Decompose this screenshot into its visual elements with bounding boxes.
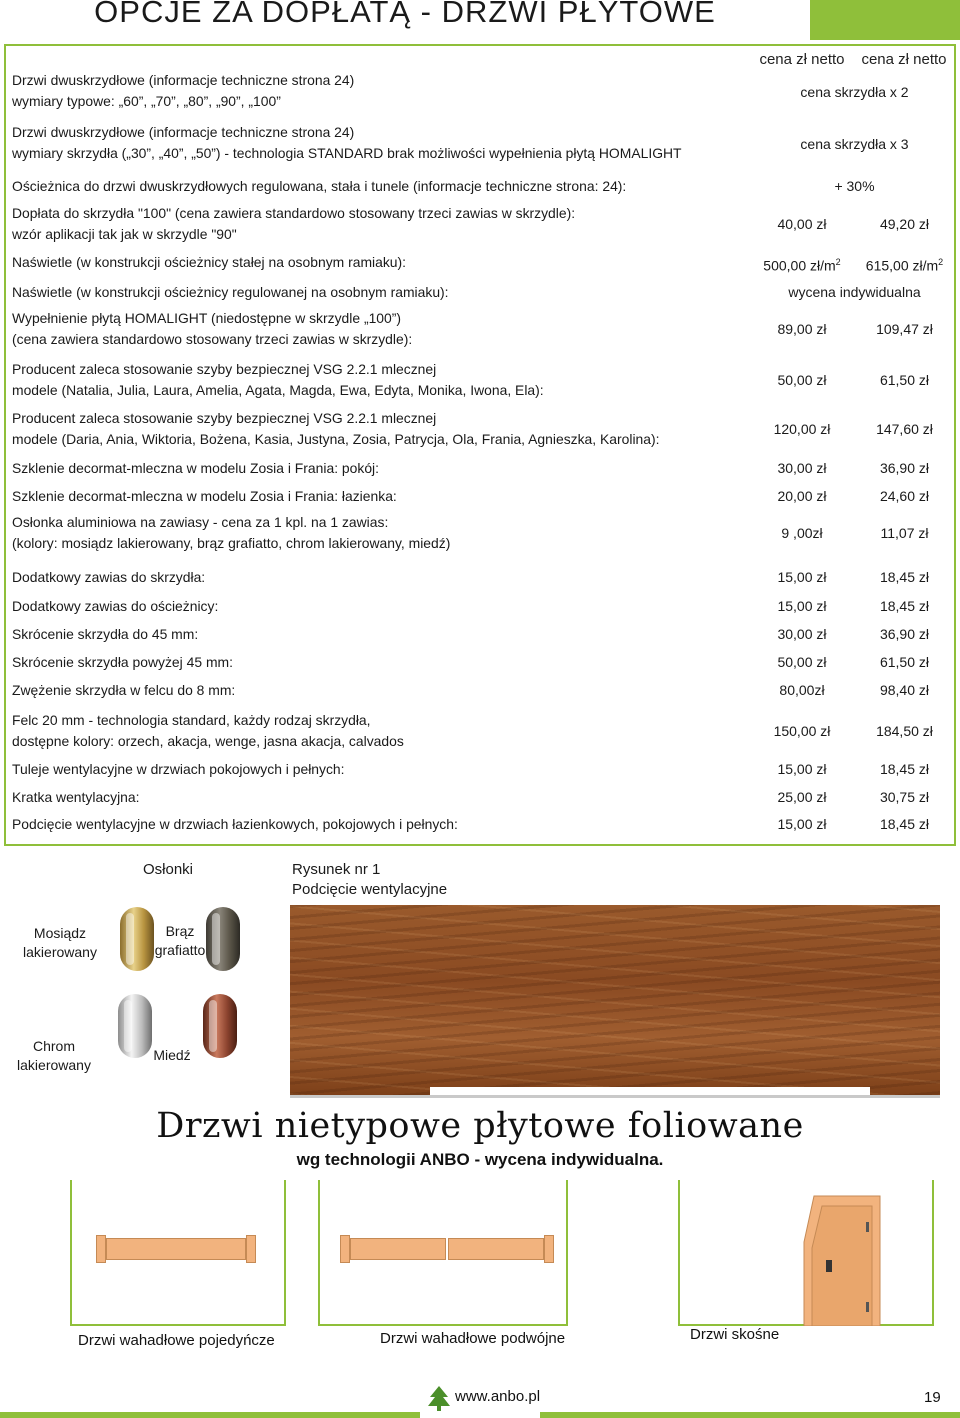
door-leaf [106,1238,246,1260]
bronze-cover-image [206,907,240,971]
price-row [12,486,954,508]
row-description-line: Felc 20 mm - technologia standard, każdy rodzaj skrzydła, [12,712,371,728]
row-description [12,122,752,164]
price-row [12,176,954,198]
row-description [12,70,752,112]
row-description [12,759,752,780]
row-price-gross: 18,45 zł [879,816,930,832]
row-price-merged: wycena indywidualna [788,284,921,300]
row-price-merged: cena skrzydła x 2 [800,84,909,100]
accent-bar [810,0,960,40]
price-row [12,308,954,352]
row-price-gross: 49,20 zł [879,216,930,232]
row-price-net: 50,00 zł [777,654,827,670]
price-row [12,680,954,702]
row-description-line: Naświetle (w konstrukcji ościeżnicy regulowanej na osobnym ramiaku): [12,284,449,300]
row-price-merged: cena skrzydła x 3 [800,136,909,152]
row-price-net: 20,00 zł [777,488,827,504]
price-row [12,512,954,556]
price-row [12,458,954,480]
row-price-merged: + 30% [834,178,875,194]
row-description-line: Producent zaleca stosowanie szyby bezpiecznej VSG 2.2.1 mlecznej [12,361,437,377]
row-price-net: 15,00 zł [777,761,827,777]
row-description [12,680,752,701]
row-price-net: 80,00zł [779,682,825,698]
row-description [12,408,752,450]
row-price-gross: 615,00 $zł/m^2$ [865,257,944,274]
row-description-line: Kratka wentylacyjna: [12,789,140,805]
cover-label-brass: Mosiądz lakierowany [23,925,97,960]
row-description-line: Tuleje wentylacyjne w drzwiach pokojowych i pełnych: [12,761,345,777]
row-description [12,624,752,645]
price-row [12,652,954,674]
undercut-gap [430,1087,870,1095]
row-price-net: 15,00 zł [777,816,827,832]
row-description [12,282,752,303]
row-description [12,567,752,588]
double-swing-door-label: Drzwi wahadłowe podwójne [380,1330,566,1347]
banner-title: Drzwi nietypowe płytowe foliowane [156,1106,804,1146]
row-description [12,787,752,808]
figure-label: Rysunek nr 1 Podcięcie wentylacyjne [292,861,448,898]
website-url: www.anbo.pl [455,1388,541,1405]
row-description [12,596,752,617]
row-price-net: 9 ,00zł [781,525,823,541]
price-row [12,624,954,646]
row-description-line: Skrócenie skrzydła do 45 mm: [12,626,199,642]
page-number: 19 [924,1389,941,1406]
row-description-line: dostępne kolory: orzech, akacja, wenge, jasna akacja, calvados [12,733,404,749]
row-description-line: (cena zawiera standardowo stosowany trzeci zawias w skrzydle): [12,331,413,347]
price-table [4,44,956,846]
row-description-line: wymiary typowe: „60”, „70”, „80”, „90”, „100” [12,93,281,109]
row-description-line: Dopłata do skrzydła "100" (cena zawiera standardowo stosowany trzeci zawias w skrzydle): [12,205,576,221]
row-description [12,710,752,752]
price-row [12,252,954,274]
row-description-line: Producent zaleca stosowanie szyby bezpiecznej VSG 2.2.1 mlecznej [12,410,437,426]
slanted-door-diagram [678,1180,934,1326]
column-header-net-price-1: cena zł netto [759,51,845,68]
row-description-line: Wypełnienie płytą HOMALIGHT (niedostępne w skrzydle „100”) [12,310,402,326]
row-description [12,359,752,401]
row-description [12,486,752,507]
row-description [12,458,752,479]
price-row [12,710,954,754]
door-leaf-right [448,1238,544,1260]
covers-title: Osłonki [143,861,194,878]
row-price-net: 30,00 zł [777,626,827,642]
single-swing-door-label: Drzwi wahadłowe pojedyńcze [78,1332,275,1349]
row-description-line: Ościeżnica do drzwi dwuskrzydłowych regulowana, stała i tunele (informacje techniczne strona: 24): [12,178,627,194]
price-row [12,359,954,403]
row-price-net: 150,00 zł [773,723,831,739]
row-price-net: 15,00 zł [777,598,827,614]
double-swing-door-diagram [318,1180,568,1326]
row-description-line: wzór aplikacji tak jak w skrzydle "90" [12,226,237,242]
price-row [12,567,954,589]
row-description [12,814,752,835]
column-header-net-price-2: cena zł netto [861,51,947,68]
ventilation-undercut-image [290,905,940,1095]
row-price-gross: 18,45 zł [879,761,930,777]
cover-label-bronze: Brąz grafiatto [154,923,206,958]
price-row [12,596,954,618]
row-price-gross: 36,90 zł [879,626,930,642]
row-price-gross: 109,47 zł [876,321,933,337]
price-row [12,282,954,304]
row-price-gross: 36,90 zł [879,460,930,476]
row-price-gross: 18,45 zł [879,569,930,585]
row-price-gross: 147,60 zł [876,421,933,437]
row-description-line: Dodatkowy zawias do ościeżnicy: [12,598,219,614]
price-row [12,814,954,836]
row-description [12,652,752,673]
row-price-gross: 11,07 zł [880,525,929,541]
row-description-line: wymiary skrzydła („30”, „40”, „50”) - technologia STANDARD brak możliwości wypełnienia płytą HOMALIGHT [12,145,682,161]
row-description-line: (kolory: mosiądz lakierowany, brąz grafiatto, chrom lakierowany, miedź) [12,535,451,551]
row-price-net: 30,00 zł [777,460,827,476]
row-description-line: Drzwi dwuskrzydłowe (informacje techniczne strona 24) [12,124,355,140]
banner-subtitle: wg technologii ANBO - wycena indywidualna. [296,1150,664,1169]
row-price-gross: 184,50 zł [876,723,933,739]
row-price-gross: 24,60 zł [879,488,930,504]
cover-label-copper: Miedź [153,1047,191,1063]
row-description-line: Szklenie decormat-mleczna w modelu Zosia i Frania: łazienka: [12,488,397,504]
row-price-net: 15,00 zł [777,569,827,585]
row-description [12,308,752,350]
row-description-line: Szklenie decormat-mleczna w modelu Zosia i Frania: pokój: [12,460,380,476]
row-description-line: Skrócenie skrzydła powyżej 45 mm: [12,654,233,670]
row-description-line: Podcięcie wentylacyjne w drzwiach łazienkowych, pokojowych i pełnych: [12,816,458,832]
row-price-gross: 18,45 zł [879,598,930,614]
price-row [12,122,954,168]
price-row [12,203,954,247]
row-price-gross: 30,75 zł [879,789,930,805]
row-description-line: Naświetle (w konstrukcji ościeżnicy stałej na osobnym ramiaku): [12,254,407,270]
row-description-line: Drzwi dwuskrzydłowe (informacje techniczne strona 24) [12,72,355,88]
row-description [12,203,752,245]
price-row [12,70,954,116]
copper-cover-image [203,994,237,1058]
door-leaf-left [350,1238,446,1260]
row-price-net: 25,00 zł [777,789,827,805]
row-description [12,252,752,273]
anbo-logo-icon [426,1385,452,1415]
row-description-line: Zwężenie skrzydła w felcu do 8 mm: [12,682,236,698]
row-price-gross: 61,50 zł [879,654,930,670]
row-price-net: 89,00 zł [777,321,827,337]
row-description [12,512,752,554]
price-row [12,759,954,781]
single-swing-door-diagram [70,1180,286,1326]
price-row [12,408,954,452]
row-price-net: 50,00 zł [777,372,827,388]
row-description-line: modele (Daria, Ania, Wiktoria, Bożena, Kasia, Justyna, Zosia, Patrycja, Ola, Frania, Agnieszka, Karolina): [12,431,660,447]
row-price-gross: 61,50 zł [879,372,930,388]
price-row [12,787,954,809]
row-price-gross: 98,40 zł [879,682,930,698]
page-title: OPCJE ZA DOPŁATĄ - DRZWI PŁYTOWE [94,0,716,29]
row-price-net: 120,00 zł [773,421,831,437]
row-description-line: Osłonka aluminiowa na zawiasy - cena za 1 kpl. na 1 zawias: [12,514,389,530]
row-description [12,176,752,197]
row-price-net: 500,00 $zł/m^2$ [763,257,841,274]
row-description-line: modele (Natalia, Julia, Laura, Amelia, Agata, Magda, Ewa, Edyta, Monika, Iwona, Ela): [12,382,544,398]
cover-label-chrome: Chrom lakierowany [17,1038,91,1073]
row-description-line: Dodatkowy zawias do skrzydła: [12,569,206,585]
row-price-net: 40,00 zł [777,216,827,232]
slanted-door-label: Drzwi skośne [690,1326,780,1343]
